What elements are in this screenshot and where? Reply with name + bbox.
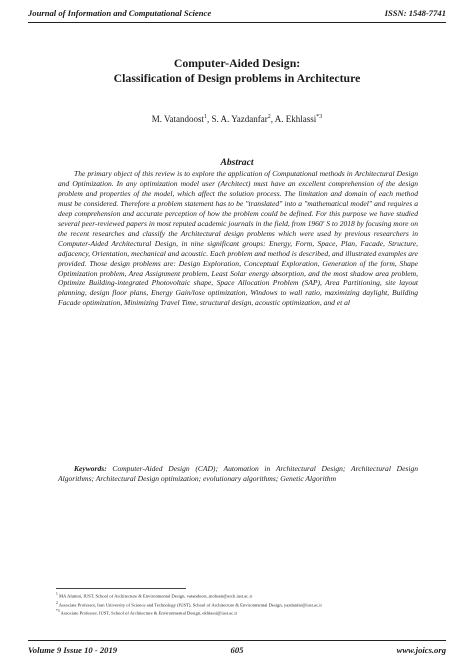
- author-affiliation-mark: 1: [204, 114, 208, 120]
- website-link[interactable]: www.joics.org: [396, 645, 446, 655]
- page-number: 605: [230, 645, 244, 655]
- keywords-label: Keywords:: [74, 464, 107, 473]
- footnote-mark: *3: [56, 609, 60, 614]
- footnote: [56, 600, 418, 609]
- footer-rule: [28, 640, 446, 641]
- page-header: [28, 8, 446, 22]
- title-line-2: Classification of Design problems in Architecture: [113, 71, 361, 85]
- header-rule: [28, 22, 446, 23]
- abstract-text: The primary object of this review is to explore the application of Computational methods in Architectural Design and Optimization. In any optimization model user (Architect) must have an excellent comprehension of the design problem and properties of the model, which affect the solution process. The limitation and domain of each method must be considered. Therefore a problem statement has to be "translated" into a "mathematical model" and requires a deep comprehension and accurate perception of how the problem could be defined. For this purpose we have studied several peer-reviewed papers in most reputed academic journals in the field, from 1960' S to 2018 by focusing more on the recent researches and classify the Architectural design problems which were used by previous researchers in Computer-Aided Architectural Design, in nine significant groups: Energy, Form, Space, Plan, Facade, Structure, adjacency, Orientation, mechanical and acoustic. Each problem and method is described, and illustrated examples are provided. Those design problems are: Design Exploration, Conceptual Exploration, Generation of the form, Shape Optimization problem, Area Assignment problem, Least Solar energy absorption, and the most shadow area problem, Optimize Building-integrated Photovoltaic shape, Space Allocation Problem (SAP), Area Partitioning, site layout planning, design floor plans, Energy Gain/lose optimization, Windows to wall ratio, maximizing daylight, Building Facade optimization, Minimizing Travel Time, structural design, acoustic optimization, and et al: [58, 169, 418, 308]
- journal-name: Journal of Information and Computational Science: [28, 8, 212, 18]
- title-line-1: Computer-Aided Design:: [173, 56, 301, 70]
- abstract-heading: Abstract: [220, 157, 254, 168]
- issn: ISSN: 1548-7741: [384, 8, 446, 18]
- footnote-text: Associate Professor, Iran University of Science and Technology (IUST), School of Architecture & Environmental Design, yazdanfar@iust.ac.ir: [58, 602, 323, 608]
- author-affiliation-mark: *3: [316, 114, 323, 120]
- footnote-mark: 2: [56, 600, 58, 605]
- page-footer: [28, 645, 446, 659]
- author-name: S. A. Yazdanfar: [211, 114, 268, 124]
- footnote-text: Associate Professor, IUST, School of Architecture & Environmental Design, ekhlassi@iust.ac.ir: [60, 611, 238, 616]
- footnote: [56, 591, 418, 600]
- footnote-rule: [56, 588, 186, 589]
- footnote-text: MA Alumni, IUST, School of Architecture & Environmental Design, vatandoost_mohsen@arch.iust.ac.ir: [58, 593, 253, 599]
- author-name: A. Ekhlassi: [274, 114, 317, 124]
- footnote: [56, 608, 418, 617]
- footnote-mark: 1: [56, 592, 58, 596]
- author-name: M. Vatandoost: [151, 114, 205, 124]
- issue-info: Volume 9 Issue 10 - 2019: [28, 645, 118, 655]
- footnotes: [56, 591, 418, 617]
- keywords-text: Computer-Aided Design (CAD); Automation in Architectural Design; Architectural Design Algorithms; Architectural Design optimization; evolutionary algorithms; Genetic Algorithm: [58, 464, 418, 483]
- paper-title: [28, 56, 446, 86]
- keywords-paragraph: [58, 464, 418, 484]
- author-list: M. Vatandoost$^1$, S. A. Yazdanfar$^2$, A. Ekhlassi$^{*3}$: [151, 114, 323, 124]
- author-affiliation-mark: 2: [267, 114, 271, 120]
